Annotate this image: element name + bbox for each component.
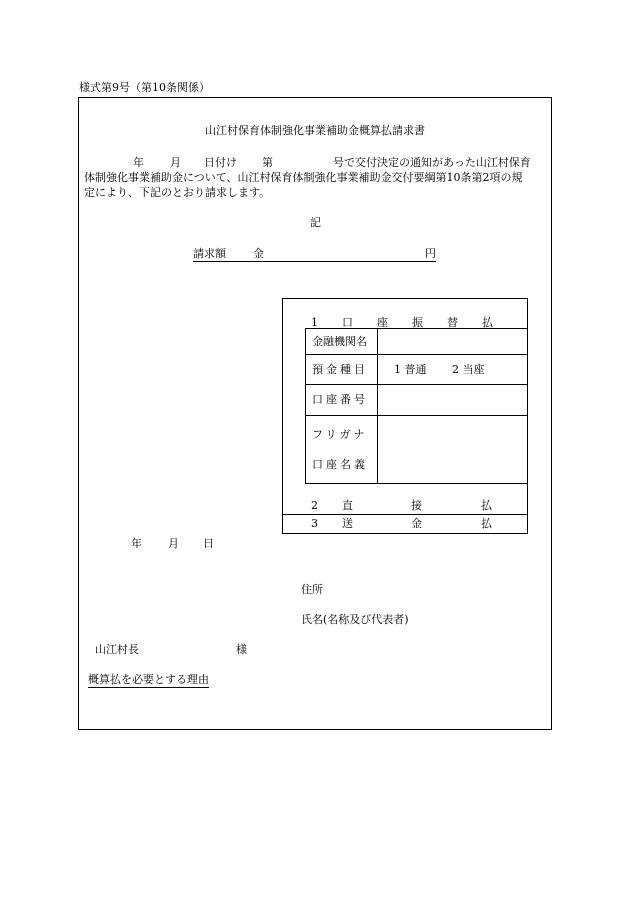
intro-line2: 体制強化事業補助金について、山江村保育体制強化事業補助金交付要綱第10条第2項の規 [84,171,523,184]
section3-char: 金 [411,517,422,530]
intro-day-date: 日付け [204,156,237,169]
date-month: 月 [168,537,179,550]
section1-char: 替 [447,316,458,329]
account-name-label: 口座名義 [312,458,368,471]
document-title: 山江村保育体制強化事業補助金概算払請求書 [205,124,425,137]
section2-char: 接 [411,499,422,512]
section1-num: 1 [311,316,318,329]
deposit-option-1: 1 普通 [394,363,427,376]
date-year: 年 [131,537,142,550]
claim-amount-line [193,247,436,262]
row-line [305,384,528,385]
section3-char: 送 [342,517,353,530]
deposit-option-2: 2 当座 [452,363,485,376]
section-divider [283,514,528,515]
intro-year: 年 [133,156,144,169]
claim-kin: 金 [253,247,264,260]
section3-num: 3 [311,517,318,530]
date-day: 日 [203,537,214,550]
row-line [305,415,528,416]
addressee-name: 山江村長 [95,643,139,656]
ki-heading: 記 [310,216,321,229]
section2-num: 2 [311,499,318,512]
section1-char: 座 [377,316,388,329]
row-line [305,483,528,484]
payment-method-box [282,298,528,534]
col-line [377,328,378,483]
section2-char: 直 [342,499,353,512]
intro-line3: 定により、下記のとおり請求します。 [84,186,271,199]
section1-char: 口 [342,316,353,329]
claim-label: 請求額 [193,247,226,260]
addressee-sama: 様 [236,643,247,656]
intro-month: 月 [170,156,181,169]
furigana-label: フリガナ [312,428,368,441]
form-number-label: 様式第9号（第10条関係） [79,81,210,94]
section1-char: 払 [482,316,493,329]
account-number-label: 口座番号 [312,393,368,406]
section2-char: 払 [481,499,492,512]
bank-name-label: 金融機関名 [312,335,367,348]
deposit-type-label: 預金種目 [312,363,368,376]
claim-en: 円 [425,247,436,260]
row-line [305,354,528,355]
reason-label: 概算払を必要とする理由 [88,673,209,686]
section3-char: 払 [481,517,492,530]
intro-line1-rest: 号で交付決定の通知があった山江村保育 [333,156,531,169]
row-line [305,328,528,329]
address-label: 住所 [301,583,323,596]
name-label: 氏名(名称及び代表者) [301,613,409,626]
col-line [305,328,306,483]
section1-char: 振 [412,316,423,329]
intro-number-prefix: 第 [262,156,273,169]
